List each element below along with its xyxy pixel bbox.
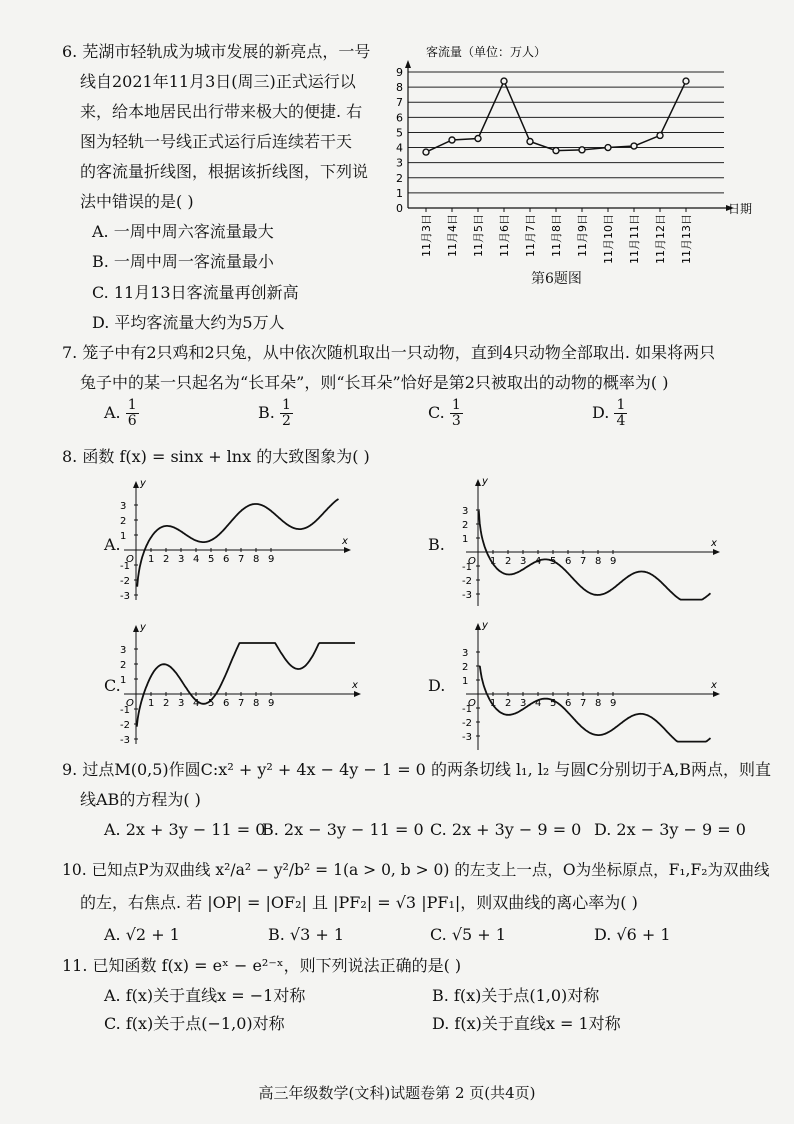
q6-option-b: B. 一周中周一客流量最小 xyxy=(92,252,274,271)
chart-point xyxy=(657,132,663,138)
graph-x-tick-label: 5 xyxy=(208,698,215,709)
q8-graph-a xyxy=(104,478,354,603)
graph-x-arrow xyxy=(713,549,720,555)
q10-line-2: 的左，右焦点. 若 |OP| = |OF₂| 且 |PF₂| = √3 |PF₁|，则双曲线的离心率为( ) xyxy=(80,893,638,912)
graph-x-tick-label: 7 xyxy=(238,698,245,709)
graph-y-arrow xyxy=(475,623,481,630)
chart-x-tick-label: 11月11日 xyxy=(628,214,641,264)
q9-line-1: 9. 过点M(0,5)作圆C:x² + y² + 4x − 4y − 1 = 0 的两条切线 l₁, l₂ 与圆C分别切于A,B两点，则直 xyxy=(62,760,771,779)
q8-graph-b xyxy=(428,478,723,608)
graph-x-tick-label: 3 xyxy=(520,698,527,709)
graph-y-tick-label: 1 xyxy=(462,676,469,687)
fraction-numerator: 1 xyxy=(127,397,137,413)
q7-option-fraction xyxy=(126,398,139,429)
q9-option-d: D. 2x − 3y − 9 = 0 xyxy=(594,820,746,839)
q6-line-3: 来，给本地居民出行带来极大的便捷. 右 xyxy=(80,102,363,121)
chart-point xyxy=(553,148,559,154)
q11-option-c: C. f(x)关于点(−1,0)对称 xyxy=(104,1014,285,1033)
graph-x-tick-label: 7 xyxy=(580,698,587,709)
q7-option-letter: C. xyxy=(428,403,450,422)
q6-line-1: 6. 芜湖市轻轨成为城市发展的新亮点，一号 xyxy=(62,42,371,61)
graph-x-label: x xyxy=(711,538,717,549)
q9-option-a: A. 2x + 3y − 11 = 0 xyxy=(104,820,266,839)
graph-x-tick-label: 9 xyxy=(610,698,617,709)
graph-y-arrow xyxy=(475,479,481,486)
graph-y-tick-label: -2 xyxy=(120,720,130,731)
graph-x-tick-label: 5 xyxy=(550,556,557,567)
q10-option-b: B. √3 + 1 xyxy=(268,925,345,944)
chart-y-tick-label: 1 xyxy=(396,186,403,200)
q10-option-d: D. √6 + 1 xyxy=(594,925,671,944)
chart-x-tick-label: 11月4日 xyxy=(446,214,459,257)
page-footer: 高三年级数学(文科)试题卷第 2 页(共4页) xyxy=(258,1084,536,1102)
q8-option-b-label: B. xyxy=(428,535,445,554)
q11-option-d: D. f(x)关于直线x = 1对称 xyxy=(432,1014,621,1033)
graph-curve xyxy=(137,643,355,727)
graph-y-tick-label: 2 xyxy=(462,662,469,673)
q7-option-fraction xyxy=(280,398,293,429)
graph-x-tick-label: 2 xyxy=(163,698,170,709)
fraction-denominator: 2 xyxy=(281,413,291,429)
chart-y-ticks xyxy=(396,66,403,215)
graph-y-tick-label: 1 xyxy=(120,675,127,686)
graph-x-tick-label: 6 xyxy=(223,698,230,709)
q6-line-4: 图为轻轨一号线正式运行后连续若干天 xyxy=(80,132,353,151)
graph-x-tick-label: 7 xyxy=(580,556,587,567)
chart-y-tick-label: 6 xyxy=(396,111,403,125)
graph-x-tick-label: 5 xyxy=(208,554,215,565)
graph-origin: O xyxy=(126,698,134,709)
graph-y-tick-label: 2 xyxy=(462,520,469,531)
graph-x-tick-label: 4 xyxy=(193,554,200,565)
chart-x-label: 日期 xyxy=(728,202,753,216)
fraction-numerator: 1 xyxy=(451,397,461,413)
graph-x-tick-label: 6 xyxy=(565,698,572,709)
chart-point xyxy=(579,147,585,153)
chart-y-tick-label: 8 xyxy=(396,81,403,95)
chart-point xyxy=(423,149,429,155)
graph-x-tick-label: 2 xyxy=(505,698,512,709)
chart-y-tick-label: 3 xyxy=(396,156,403,170)
graph-y-label: y xyxy=(140,622,146,633)
graph-x-tick-label: 8 xyxy=(595,698,602,709)
q10-option-c: C. √5 + 1 xyxy=(430,925,506,944)
q7-option-d xyxy=(592,398,627,429)
q6-option-d: D. 平均客流量大约为5万人 xyxy=(92,313,285,332)
graph-y-tick-label: 3 xyxy=(120,645,127,656)
graph-y-tick-label: 3 xyxy=(462,648,469,659)
graph-x-tick-label: 1 xyxy=(148,554,155,565)
chart-point xyxy=(449,137,455,143)
graph-y-tick-label: -1 xyxy=(120,705,130,716)
graph-y-tick-label: -2 xyxy=(120,576,130,587)
graph-y-tick-label: -1 xyxy=(462,704,472,715)
chart-series-line xyxy=(426,81,686,152)
graph-y-tick-label: -2 xyxy=(462,718,472,729)
q6-line-2: 线自2021年11月3日(周三)正式运行以 xyxy=(80,72,356,91)
graph-y-tick-label: 1 xyxy=(462,534,469,545)
q8-option-c-label: C. xyxy=(104,676,121,695)
q11-option-b: B. f(x)关于点(1,0)对称 xyxy=(432,986,600,1005)
chart-x-tick-label: 11月9日 xyxy=(576,214,589,257)
chart-y-arrow xyxy=(405,60,411,68)
chart-x-tick-label: 11月10日 xyxy=(602,214,615,264)
q8-option-a-label: A. xyxy=(104,535,121,554)
graph-x-tick-label: 2 xyxy=(505,556,512,567)
graph-y-tick-label: 3 xyxy=(462,506,469,517)
chart-point xyxy=(501,78,507,84)
chart-x-tick-label: 11月5日 xyxy=(472,214,485,257)
q7-line-1: 7. 笼子中有2只鸡和2只兔，从中依次随机取出一只动物，直到4只动物全部取出. 如果将两只 xyxy=(62,343,716,362)
fraction-numerator: 1 xyxy=(281,397,291,413)
chart-y-tick-label: 4 xyxy=(396,141,403,155)
q6-line-5: 的客流量折线图，根据该折线图，下列说 xyxy=(80,162,369,181)
q6-figure-caption: 第6题图 xyxy=(531,271,582,287)
chart-x-ticks xyxy=(420,208,693,264)
graph-y-tick-label: 2 xyxy=(120,516,127,527)
chart-point xyxy=(605,145,611,151)
graph-x-tick-label: 1 xyxy=(148,698,155,709)
chart-x-tick-label: 11月12日 xyxy=(654,214,667,264)
graph-x-tick-label: 9 xyxy=(268,554,275,565)
graph-x-tick-label: 3 xyxy=(178,698,185,709)
chart-y-tick-label: 0 xyxy=(396,202,403,215)
graph-x-arrow xyxy=(713,691,720,697)
graph-x-label: x xyxy=(342,536,348,547)
graph-x-tick-label: 4 xyxy=(535,556,542,567)
graph-y-tick-label: -2 xyxy=(462,576,472,587)
q8-graph-d xyxy=(428,622,723,752)
chart-points xyxy=(423,78,689,155)
graph-y-tick-label: -3 xyxy=(462,590,472,601)
fraction-numerator: 1 xyxy=(616,397,626,413)
q7-option-fraction xyxy=(614,398,627,429)
graph-y-label: y xyxy=(140,478,146,489)
chart-point xyxy=(475,135,481,141)
chart-y-tick-label: 5 xyxy=(396,126,403,140)
graph-y-tick-label: 2 xyxy=(120,660,127,671)
chart-x-tick-label: 11月6日 xyxy=(498,214,511,257)
chart-x-tick-label: 11月13日 xyxy=(680,214,693,264)
q11-stem: 11. 已知函数 f(x) = eˣ − e²⁻ˣ，则下列说法正确的是( ) xyxy=(62,956,462,975)
graph-x-tick-label: 6 xyxy=(565,556,572,567)
graph-y-tick-label: -3 xyxy=(120,735,130,746)
passenger-flow-chart xyxy=(392,40,764,290)
graph-y-tick-label: 3 xyxy=(120,501,127,512)
q9-line-2: 线AB的方程为( ) xyxy=(80,790,201,809)
chart-y-tick-label: 7 xyxy=(396,96,403,110)
graph-x-tick-label: 8 xyxy=(253,698,260,709)
chart-point xyxy=(683,78,689,84)
q8-option-d-label: D. xyxy=(428,676,446,695)
graph-x-tick-label: 8 xyxy=(595,556,602,567)
q8-graph-c xyxy=(104,622,369,747)
graph-x-tick-label: 3 xyxy=(178,554,185,565)
chart-title: 客流量（单位：万人） xyxy=(426,45,547,59)
graph-x-tick-label: 7 xyxy=(238,554,245,565)
graph-x-tick-label: 2 xyxy=(163,554,170,565)
graph-x-label: x xyxy=(711,680,717,691)
q6-line-6: 法中错误的是( ) xyxy=(80,192,194,211)
graph-y-label: y xyxy=(482,622,488,631)
graph-y-tick-label: -3 xyxy=(462,732,472,743)
q6-option-a: A. 一周中周六客流量最大 xyxy=(92,222,274,241)
fraction-denominator: 4 xyxy=(616,413,626,429)
graph-x-tick-label: 3 xyxy=(520,556,527,567)
fraction-denominator: 3 xyxy=(451,413,461,429)
q6-option-c: C. 11月13日客流量再创新高 xyxy=(92,283,299,302)
q10-option-a: A. √2 + 1 xyxy=(104,925,180,944)
graph-x-arrow xyxy=(354,691,361,697)
graph-x-tick-label: 6 xyxy=(223,554,230,565)
graph-x-tick-label: 9 xyxy=(610,556,617,567)
graph-x-arrow xyxy=(344,547,351,553)
graph-y-tick-label: 1 xyxy=(120,531,127,542)
q7-option-fraction xyxy=(450,398,463,429)
graph-x-tick-label: 1 xyxy=(490,556,497,567)
q8-stem: 8. 函数 f(x) = sinx + lnx 的大致图象为( ) xyxy=(62,447,370,466)
q7-option-letter: A. xyxy=(104,403,126,422)
graph-origin: O xyxy=(468,698,476,709)
graph-y-arrow xyxy=(133,481,139,488)
q9-option-b: B. 2x − 3y − 11 = 0 xyxy=(262,820,424,839)
q7-option-letter: B. xyxy=(258,403,280,422)
graph-x-label: x xyxy=(352,680,358,691)
q11-option-a: A. f(x)关于直线x = −1对称 xyxy=(104,986,306,1005)
graph-y-label: y xyxy=(482,478,488,487)
q7-option-a xyxy=(104,398,139,429)
q7-option-letter: D. xyxy=(592,403,615,422)
graph-x-tick-label: 5 xyxy=(550,698,557,709)
chart-y-tick-label: 9 xyxy=(396,66,403,79)
q9-option-c: C. 2x + 3y − 9 = 0 xyxy=(430,820,582,839)
q10-line-1: 10. 已知点P为双曲线 x²/a² − y²/b² = 1(a > 0, b > 0) 的左支上一点，O为坐标原点，F₁,F₂为双曲线 xyxy=(62,861,770,879)
q7-option-b xyxy=(258,398,293,429)
graph-x-tick-label: 8 xyxy=(253,554,260,565)
graph-y-arrow xyxy=(133,625,139,632)
graph-y-tick-label: -1 xyxy=(462,562,472,573)
graph-origin: O xyxy=(468,556,476,567)
chart-point xyxy=(527,139,533,145)
graph-x-tick-label: 9 xyxy=(268,698,275,709)
graph-y-tick-label: -3 xyxy=(120,591,130,602)
chart-x-tick-label: 11月8日 xyxy=(550,214,563,257)
graph-x-tick-label: 1 xyxy=(490,698,497,709)
graph-curve xyxy=(137,499,338,587)
graph-origin: O xyxy=(126,554,134,565)
chart-x-tick-label: 11月3日 xyxy=(420,214,433,257)
graph-y-tick-label: -1 xyxy=(120,561,130,572)
q7-line-2: 兔子中的某一只起名为“长耳朵”，则“长耳朵”恰好是第2只被取出的动物的概率为( ) xyxy=(80,373,669,392)
chart-point xyxy=(631,143,637,149)
graph-x-tick-label: 4 xyxy=(193,698,200,709)
chart-x-tick-label: 11月7日 xyxy=(524,214,537,257)
fraction-denominator: 6 xyxy=(127,413,137,429)
chart-y-tick-label: 2 xyxy=(396,171,403,185)
graph-x-tick-label: 4 xyxy=(535,698,542,709)
q7-option-c xyxy=(428,398,463,429)
